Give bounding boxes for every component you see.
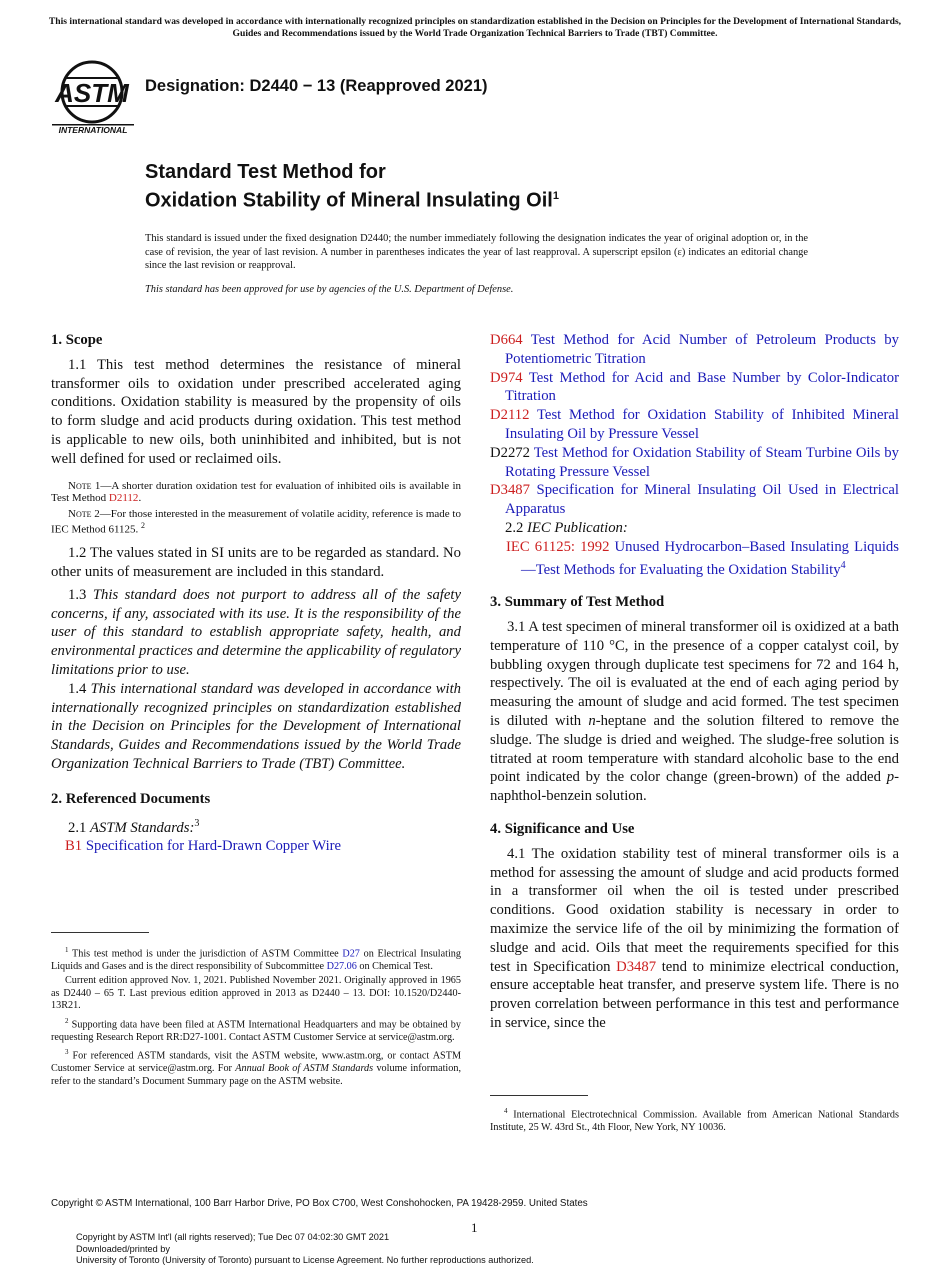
ref-code[interactable]: D974 [490, 369, 523, 386]
para-2-2: 2.2 IEC Publication: [505, 519, 628, 536]
significance-heading: 4. Significance and Use [490, 821, 635, 838]
ref-b1-code[interactable]: B1 [65, 838, 83, 855]
preamble [145, 232, 808, 296]
ref-item[interactable] [490, 331, 899, 369]
footnote-2: $^2$ Supporting data have been filed at ASTM International Headquarters and may be obtained by requesting Research Report RR:D27-1001. Contact ASTM Customer Service at service@astm.org. [51, 1016, 461, 1043]
fn1-link-d2706[interactable]: D27.06 [326, 960, 357, 972]
title-line-1: Standard Test Method for [145, 161, 386, 183]
astm-logo-graphic [52, 58, 136, 134]
note-1: Note 1—A shorter duration oxidation test for evaluation of inhibited oils is available in Test Method D2112. [51, 479, 461, 505]
preamble-text: This standard is issued under the fixed designation D2440; the number immediately following the designation indicates the year of original adoption or, in the case of revision, the year of last revision. A number in parentheses indicates the year of last reapproval. A superscript epsilon (ε) indicates an editorial change since the last revision or reapproval. [145, 233, 808, 271]
referenced-documents-heading: 2. Referenced Documents [51, 790, 211, 807]
header-notice: This international standard was developed in accordance with internationally recognized principles on standardization established in the Decision on Principles for the Development of International Standards, Guides and Recommendations issued by the World Trade Organization Technical Barriers to Trade (TBT) Committee. [48, 16, 902, 39]
ref-code[interactable]: D3487 [490, 482, 530, 499]
footnote-3: $^3$ For referenced ASTM standards, visit the ASTM website, www.astm.org, or contact ASTM Customer Service at service@astm.org. For Annual Book of ASTM Standards volume information, refer to the standard’s Document Summary page on the ASTM website. [51, 1048, 461, 1087]
right-column [490, 331, 899, 1033]
title-footnote-mark: 1 [552, 190, 559, 202]
ref-code[interactable]: D664 [490, 332, 523, 348]
note1-link-d2112[interactable]: D2112 [108, 492, 139, 505]
ref-item[interactable] [490, 369, 899, 407]
footnotes-left [51, 944, 461, 1088]
ref-item[interactable] [490, 444, 899, 482]
ref-item[interactable] [490, 406, 899, 444]
reference-list [490, 331, 899, 519]
ref-title[interactable]: Test Method for Acid and Base Number by Color-Indicator Titration [505, 369, 899, 405]
designation: Designation: D2440 − 13 (Reapproved 2021) [145, 77, 488, 95]
copyright-line: Copyright © ASTM International, 100 Barr Harbor Drive, PO Box C700, West Conshohocken, PA 19428-2959. United States [51, 1198, 588, 1209]
ref-code[interactable]: D2272 [490, 444, 530, 461]
footnote-1: $^1$ This test method is under the jurisdiction of ASTM Committee D27 on Electrical Insulating Liquids and Gases and is the direct responsibility of Subcommittee D27.06 on Chemical Test. [51, 946, 461, 972]
ref-b1[interactable] [51, 837, 461, 856]
summary-heading: 3. Summary of Test Method [490, 594, 665, 611]
para-1-4: 1.4 This international standard was developed in accordance with internationally recognized principles on standardization established in the Decision on Principles for the Development of International Standards, Guides and Recommendations issued by the World Trade Organization Technical Barriers to Trade (TBT) Committee. [51, 680, 461, 772]
license-notice: Copyright by ASTM Int'l (all rights reserved); Tue Dec 07 04:02:30 GMT 2021 Downloaded/printed by University of Toronto (University of Toronto) pursuant to License Agreement. No further reproductions authorized. [76, 1232, 534, 1265]
ref-title[interactable]: Specification for Mineral Insulating Oil Used in Electrical Apparatus [505, 482, 899, 518]
note-2: Note 2—For those interested in the measurement of volatile acidity, reference is made to IEC Method 61125. $^2$ [51, 507, 461, 536]
title-line-2: Oxidation Stability of Mineral Insulating Oil [145, 189, 553, 212]
para-4-1: 4.1 The oxidation stability test of mineral transformer oils is a method for assessing the amount of sludge and acid products formed in a transformer oil when the oil is tested under prescribed conditions. Good oxidation stability is necessary in order to maximize the service life of the oil by minimizing the formation of sludge and acid. Oils that meet the requirements specified for this test in Specification D3487 tend to minimize electrical conduction, ensure acceptable heat transfer, and preserve system life. There is no proven correlation between performance in this test and performance in service, since the [490, 845, 899, 1031]
footnote-rule-left [51, 932, 149, 933]
para-4-1-link-d3487[interactable]: D3487 [616, 958, 657, 975]
para-3-1: 3.1 A test specimen of mineral transformer oil is oxidized at a bath temperature of 110 °C, in the presence of a copper catalyst coil, by bubbling oxygen through duplicate test specimens for 72 and 164 h, respectively. The oil is evaluated at the end of each aging period by measuring the amount of sludge and acid formed. The test specimen is diluted with n-heptane and the solution filtered to remove the sludge. The sludge is dried and weighed. The sludge-free solution is titrated at room temperature with standard alcoholic base to the end point indicated by the color change (green-brown) of the added p-naphthol-benzein solution. [490, 619, 900, 805]
ref-code[interactable]: D2112 [490, 407, 530, 424]
scope-heading: 1. Scope [51, 332, 103, 348]
ref-item[interactable] [490, 481, 899, 519]
footnote-rule-right [490, 1095, 588, 1096]
left-column [51, 331, 461, 856]
document-title [145, 160, 559, 213]
ref-b1-title[interactable]: Specification for Hard-Drawn Copper Wire [82, 838, 342, 855]
page-number: 1 [471, 1220, 478, 1235]
para-2-1: 2.1 ASTM Standards:$^3$ [68, 817, 200, 836]
para-1-3: 1.3 This standard does not purport to address all of the safety concerns, if any, associated with its use. It is the responsibility of the user of this standard to establish appropriate safety, health, and environmental practices and determine the applicability of regulatory limitations prior to use. [51, 586, 462, 679]
ref-iec-code[interactable]: IEC 61125: 1992 [506, 538, 610, 555]
ref-title[interactable]: Test Method for Oxidation Stability of Steam Turbine Oils by Rotating Pressure Vessel [505, 444, 899, 480]
para-1-2: 1.2 The values stated in SI units are to be regarded as standard. No other units of measurement are included in this standard. [51, 545, 461, 581]
astm-logo [52, 58, 136, 134]
ref-iec-61125[interactable]: IEC 61125: 1992 Unused Hydrocarbon–Based Insulating Liquids—Test Methods for Evaluating the Oxidation Stability$^4$ [506, 538, 899, 578]
ref-title[interactable]: Test Method for Oxidation Stability of Inhibited Mineral Insulating Oil by Pressure Vessel [505, 407, 899, 442]
logo-label: INTERNATIONAL [58, 125, 128, 134]
footnote-4: $^4$ International Electrotechnical Commission. Available from American National Standards Institute, 25 W. 43rd St., 4th Floor, New York, NY 10036. [490, 1107, 899, 1133]
fn1-link-d27[interactable]: D27 [342, 948, 360, 960]
ref-iec-title[interactable]: Unused Hydrocarbon–Based Insulating Liquids—Test Methods for Evaluating the Oxidation Stability [521, 538, 899, 578]
para-1-1: 1.1 This test method determines the resistance of mineral transformer oils to oxidation under prescribed accelerated aging conditions. Oxidation stability is measured by the propensity of oils to form sludge and acid products during oxidation. This test method is applicable to new oils, both uninhibited and inhibited, but is not well defined for used or reclaimed oils. [51, 356, 461, 467]
dod-approval: This standard has been approved for use by agencies of the U.S. Department of Defense. [145, 283, 514, 295]
ref-title[interactable]: Test Method for Acid Number of Petroleum Products by Potentiometric Titration [505, 332, 899, 367]
footnote-1-edition: Current edition approved Nov. 1, 2021. Published November 2021. Originally approved in 1965 as D2440 – 65 T. Last previous edition approved in 2013 as D2440 – 13. DOI: 10.1520/D2440-13R21. [51, 975, 461, 1012]
logo-text: ASTM [55, 78, 129, 108]
